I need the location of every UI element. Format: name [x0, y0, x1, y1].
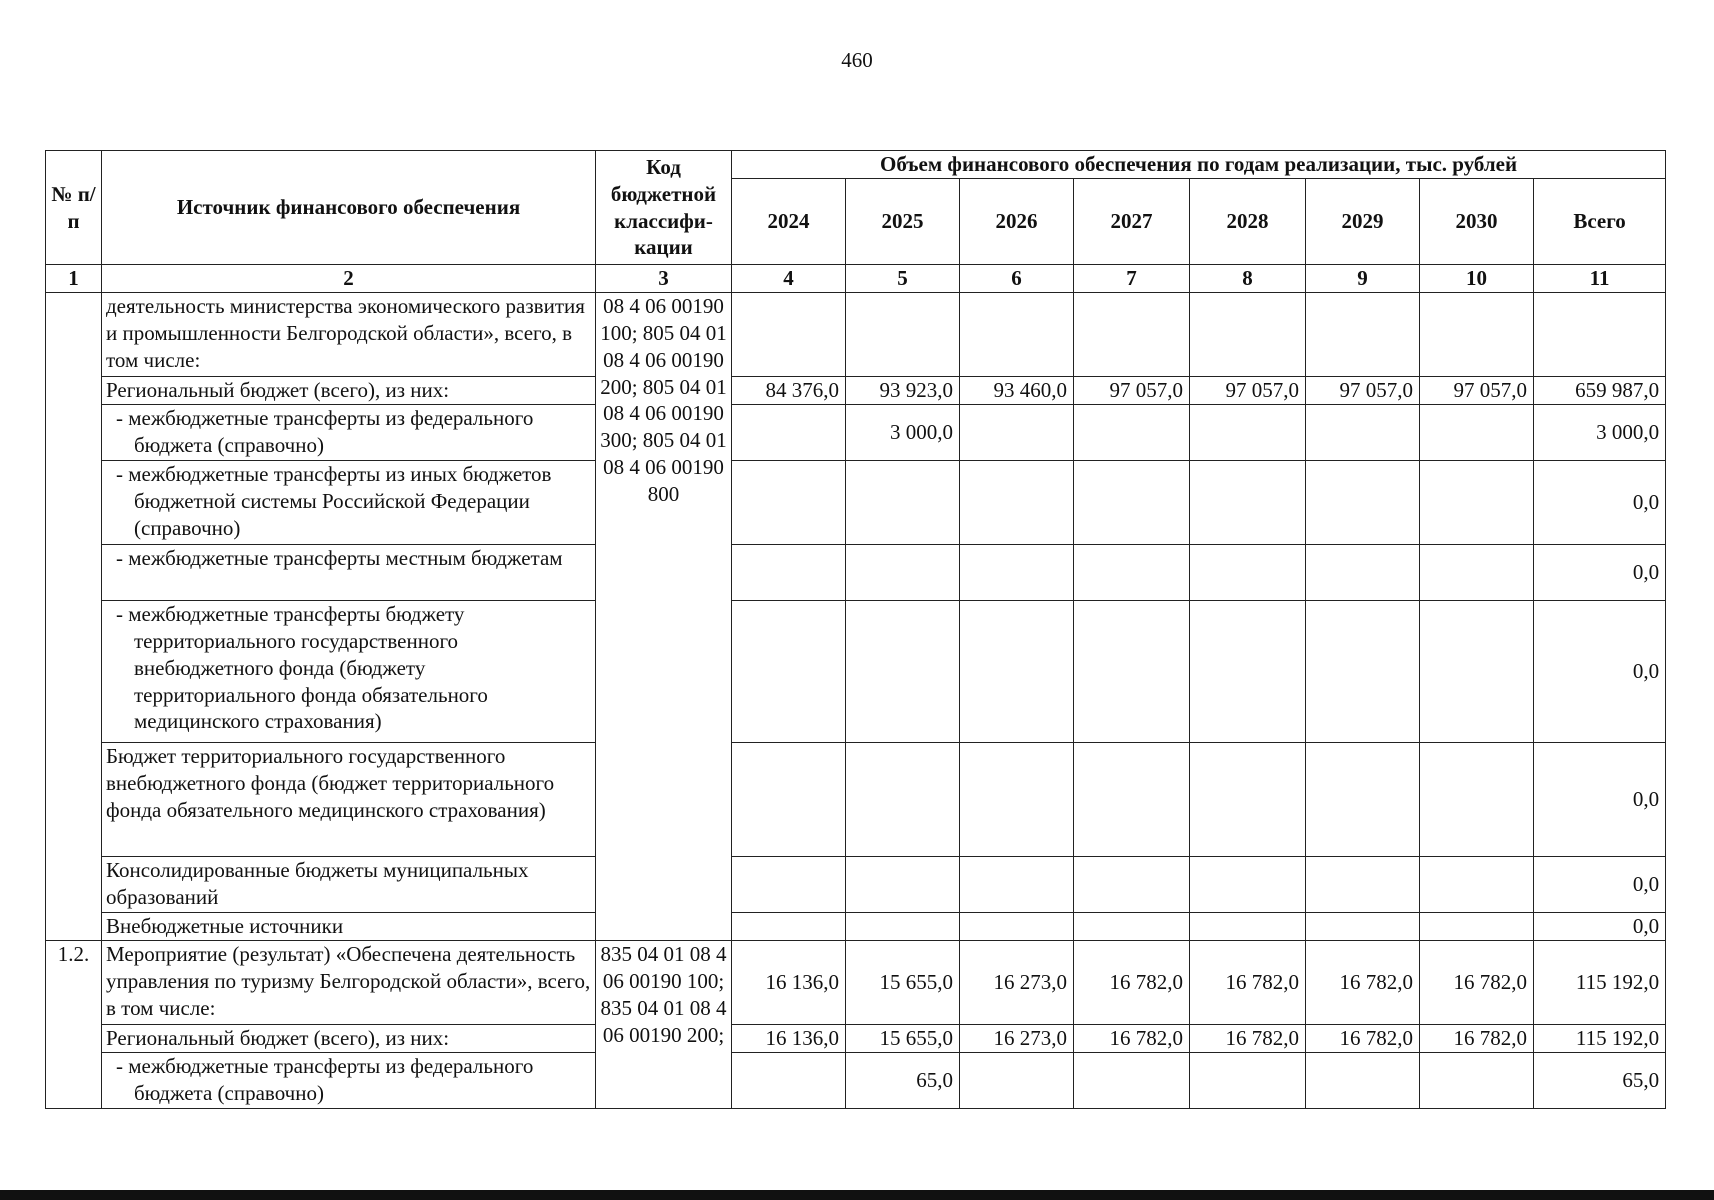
value-cell	[846, 544, 960, 600]
total-cell: 115 192,0	[1534, 940, 1666, 1024]
row-source: Бюджет территориального государственного внебюджетного фонда (бюджет территориального фонда обязательного медицинского страхования)	[102, 742, 596, 856]
value-cell: 16 136,0	[732, 940, 846, 1024]
header-year: 2024	[732, 179, 846, 265]
table-row	[46, 912, 1666, 940]
index-cell: 7	[1074, 265, 1190, 293]
value-cell	[846, 912, 960, 940]
value-cell	[960, 292, 1074, 376]
header-year: 2026	[960, 179, 1074, 265]
row-code: 08 4 06 00190 100; 805 04 01 08 4 06 00190 200; 805 04 01 08 4 06 00190 300; 805 04 01 08 4 06 00190 800	[596, 292, 732, 940]
row-source: деятельность министерства экономического развития и промышленности Белгородской области», всего, в том числе:	[102, 292, 596, 376]
index-cell: 6	[960, 265, 1074, 293]
total-cell: 115 192,0	[1534, 1024, 1666, 1052]
header-num: № п/п	[46, 151, 102, 265]
value-cell: 93 460,0	[960, 376, 1074, 404]
table-row	[46, 856, 1666, 912]
value-cell	[1074, 742, 1190, 856]
value-cell	[846, 742, 960, 856]
value-cell	[1190, 912, 1306, 940]
value-cell: 16 782,0	[1420, 1024, 1534, 1052]
value-cell	[1074, 856, 1190, 912]
row-num: 1.2.	[46, 940, 102, 1108]
value-cell	[1420, 404, 1534, 460]
row-source: - межбюджетные трансферты из иных бюджетов бюджетной системы Российской Федерации (справочно)	[102, 460, 596, 544]
row-source: Региональный бюджет (всего), из них:	[102, 1024, 596, 1052]
value-cell	[1074, 544, 1190, 600]
value-cell	[1074, 404, 1190, 460]
value-cell: 16 782,0	[1306, 1024, 1420, 1052]
header-code: Код бюджетной классифи-кации	[596, 151, 732, 265]
total-cell: 0,0	[1534, 742, 1666, 856]
total-cell: 659 987,0	[1534, 376, 1666, 404]
value-cell	[1420, 600, 1534, 742]
value-cell	[1074, 292, 1190, 376]
table-row	[46, 600, 1666, 742]
value-cell	[1190, 460, 1306, 544]
table-row	[46, 544, 1666, 600]
value-cell	[1306, 292, 1420, 376]
value-cell	[1190, 742, 1306, 856]
value-cell	[1306, 912, 1420, 940]
header-year: 2030	[1420, 179, 1534, 265]
table-row	[46, 1052, 1666, 1108]
index-row	[46, 265, 1666, 293]
value-cell	[960, 544, 1074, 600]
table-row	[46, 292, 1666, 376]
value-cell	[732, 742, 846, 856]
value-cell	[1306, 404, 1420, 460]
value-cell	[1420, 856, 1534, 912]
value-cell	[1074, 1052, 1190, 1108]
value-cell: 65,0	[846, 1052, 960, 1108]
value-cell	[960, 1052, 1074, 1108]
table-row	[46, 460, 1666, 544]
value-cell: 16 273,0	[960, 940, 1074, 1024]
value-cell	[1420, 742, 1534, 856]
value-cell	[960, 912, 1074, 940]
value-cell	[732, 292, 846, 376]
row-source: Внебюджетные источники	[102, 912, 596, 940]
header-year: 2025	[846, 179, 960, 265]
value-cell	[960, 742, 1074, 856]
value-cell	[846, 600, 960, 742]
table-row	[46, 404, 1666, 460]
value-cell: 97 057,0	[1074, 376, 1190, 404]
index-cell: 8	[1190, 265, 1306, 293]
value-cell: 16 136,0	[732, 1024, 846, 1052]
header-source: Источник финансового обеспечения	[102, 151, 596, 265]
value-cell	[960, 404, 1074, 460]
value-cell	[1306, 742, 1420, 856]
value-cell	[732, 912, 846, 940]
value-cell: 97 057,0	[1420, 376, 1534, 404]
value-cell	[1306, 544, 1420, 600]
value-cell	[1420, 912, 1534, 940]
table-row	[46, 1024, 1666, 1052]
value-cell: 16 782,0	[1420, 940, 1534, 1024]
value-cell: 97 057,0	[1306, 376, 1420, 404]
value-cell	[1074, 912, 1190, 940]
value-cell: 16 273,0	[960, 1024, 1074, 1052]
value-cell: 16 782,0	[1074, 1024, 1190, 1052]
value-cell: 16 782,0	[1190, 1024, 1306, 1052]
total-cell: 0,0	[1534, 460, 1666, 544]
value-cell	[732, 544, 846, 600]
total-cell: 0,0	[1534, 544, 1666, 600]
header-year: 2027	[1074, 179, 1190, 265]
value-cell: 15 655,0	[846, 940, 960, 1024]
header-volume: Объем финансового обеспечения по годам реализации, тыс. рублей	[732, 151, 1666, 179]
page-number: 460	[841, 48, 873, 72]
table-row	[46, 742, 1666, 856]
row-source: Региональный бюджет (всего), из них:	[102, 376, 596, 404]
total-cell: 0,0	[1534, 856, 1666, 912]
value-cell	[960, 460, 1074, 544]
row-source: Консолидированные бюджеты муниципальных образований	[102, 856, 596, 912]
index-cell: 3	[596, 265, 732, 293]
value-cell	[1420, 460, 1534, 544]
value-cell	[1190, 544, 1306, 600]
value-cell	[1420, 544, 1534, 600]
value-cell: 97 057,0	[1190, 376, 1306, 404]
index-cell: 1	[46, 265, 102, 293]
row-source: - межбюджетные трансферты из федерального бюджета (справочно)	[102, 404, 596, 460]
row-num	[46, 292, 102, 940]
value-cell: 93 923,0	[846, 376, 960, 404]
row-source: - межбюджетные трансферты местным бюджетам	[102, 544, 596, 600]
value-cell	[732, 1052, 846, 1108]
value-cell: 16 782,0	[1190, 940, 1306, 1024]
row-source: - межбюджетные трансферты бюджету территориального государственного внебюджетного фонда (бюджету территориального фонда обязательного медицинского страхования)	[102, 600, 596, 742]
index-cell: 4	[732, 265, 846, 293]
value-cell	[1190, 1052, 1306, 1108]
value-cell	[846, 292, 960, 376]
value-cell	[846, 856, 960, 912]
value-cell	[732, 600, 846, 742]
value-cell	[1306, 856, 1420, 912]
financing-table	[45, 150, 1666, 1109]
value-cell: 16 782,0	[1074, 940, 1190, 1024]
value-cell	[1420, 292, 1534, 376]
index-cell: 9	[1306, 265, 1420, 293]
value-cell: 15 655,0	[846, 1024, 960, 1052]
total-cell: 3 000,0	[1534, 404, 1666, 460]
value-cell: 3 000,0	[846, 404, 960, 460]
index-cell: 2	[102, 265, 596, 293]
total-cell	[1534, 292, 1666, 376]
value-cell	[732, 404, 846, 460]
value-cell	[1190, 292, 1306, 376]
table-row	[46, 940, 1666, 1024]
row-source: Мероприятие (результат) «Обеспечена деятельность управления по туризму Белгородской области», всего, в том числе:	[102, 940, 596, 1024]
value-cell	[1306, 1052, 1420, 1108]
value-cell	[1074, 600, 1190, 742]
row-code: 835 04 01 08 4 06 00190 100; 835 04 01 08 4 06 00190 200;	[596, 940, 732, 1108]
value-cell: 84 376,0	[732, 376, 846, 404]
value-cell	[1306, 460, 1420, 544]
value-cell	[1306, 600, 1420, 742]
header-year: 2029	[1306, 179, 1420, 265]
scan-edge-divider	[0, 1190, 1714, 1200]
value-cell	[1074, 460, 1190, 544]
index-cell: 10	[1420, 265, 1534, 293]
value-cell	[846, 460, 960, 544]
value-cell	[1420, 1052, 1534, 1108]
total-cell: 0,0	[1534, 600, 1666, 742]
value-cell: 16 782,0	[1306, 940, 1420, 1024]
row-source: - межбюджетные трансферты из федерального бюджета (справочно)	[102, 1052, 596, 1108]
value-cell	[732, 460, 846, 544]
value-cell	[1190, 856, 1306, 912]
total-cell: 0,0	[1534, 912, 1666, 940]
value-cell	[960, 600, 1074, 742]
value-cell	[1190, 404, 1306, 460]
total-cell: 65,0	[1534, 1052, 1666, 1108]
table-row	[46, 376, 1666, 404]
header-year: 2028	[1190, 179, 1306, 265]
header-total: Всего	[1534, 179, 1666, 265]
index-cell: 5	[846, 265, 960, 293]
value-cell	[1190, 600, 1306, 742]
value-cell	[960, 856, 1074, 912]
value-cell	[732, 856, 846, 912]
index-cell: 11	[1534, 265, 1666, 293]
